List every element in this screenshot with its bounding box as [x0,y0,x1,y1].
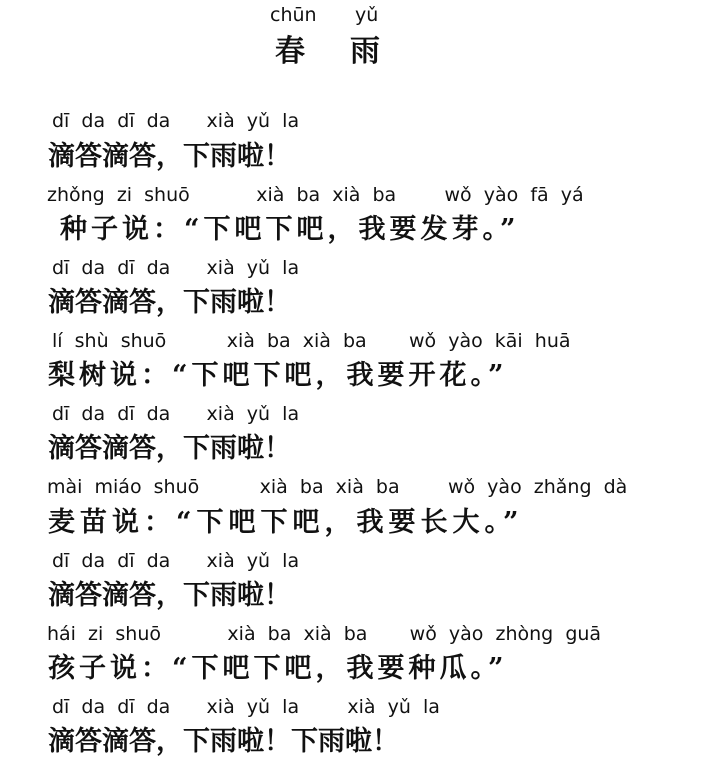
line-3-text: 滴答滴答，下雨啦！ [48,287,291,318]
line-1-pinyin: dī da dī da xià yǔ la [52,110,300,132]
line-2-text: 种子说：“下吧下吧，我要发芽。” [60,214,520,245]
line-8-pinyin: hái zi shuō xià ba xià ba wǒ yào zhòng guā [47,623,602,645]
title-char-1: 春 [275,34,305,69]
line-9-text: 滴答滴答，下雨啦！下雨啦！ [48,726,399,757]
line-7-text: 滴答滴答，下雨啦！ [48,580,291,611]
line-8-text: 孩子说：“下吧下吧，我要种瓜。” [48,653,508,684]
title-pinyin-2: yǔ [355,4,379,26]
line-5-text: 滴答滴答，下雨啦！ [48,433,291,464]
line-4-text: 梨树说：“下吧下吧，我要开花。” [48,360,508,391]
line-3-pinyin: dī da dī da xià yǔ la [52,257,300,279]
title-char-2: 雨 [350,34,380,69]
line-2-pinyin: zhǒng zi shuō xià ba xià ba wǒ yào fā yá [47,184,584,206]
line-6-pinyin: mài miáo shuō xià ba xià ba wǒ yào zhǎng dà [47,476,628,498]
line-9-pinyin: dī da dī da xià yǔ la xià yǔ la [52,696,440,718]
line-1-text: 滴答滴答，下雨啦！ [48,141,291,172]
title-pinyin-1: chūn [270,4,317,26]
line-7-pinyin: dī da dī da xià yǔ la [52,550,300,572]
line-5-pinyin: dī da dī da xià yǔ la [52,403,300,425]
line-4-pinyin: lí shù shuō xià ba xià ba wǒ yào kāi huā [52,330,571,352]
line-6-text: 麦苗说：“下吧下吧，我要长大。” [48,507,524,538]
